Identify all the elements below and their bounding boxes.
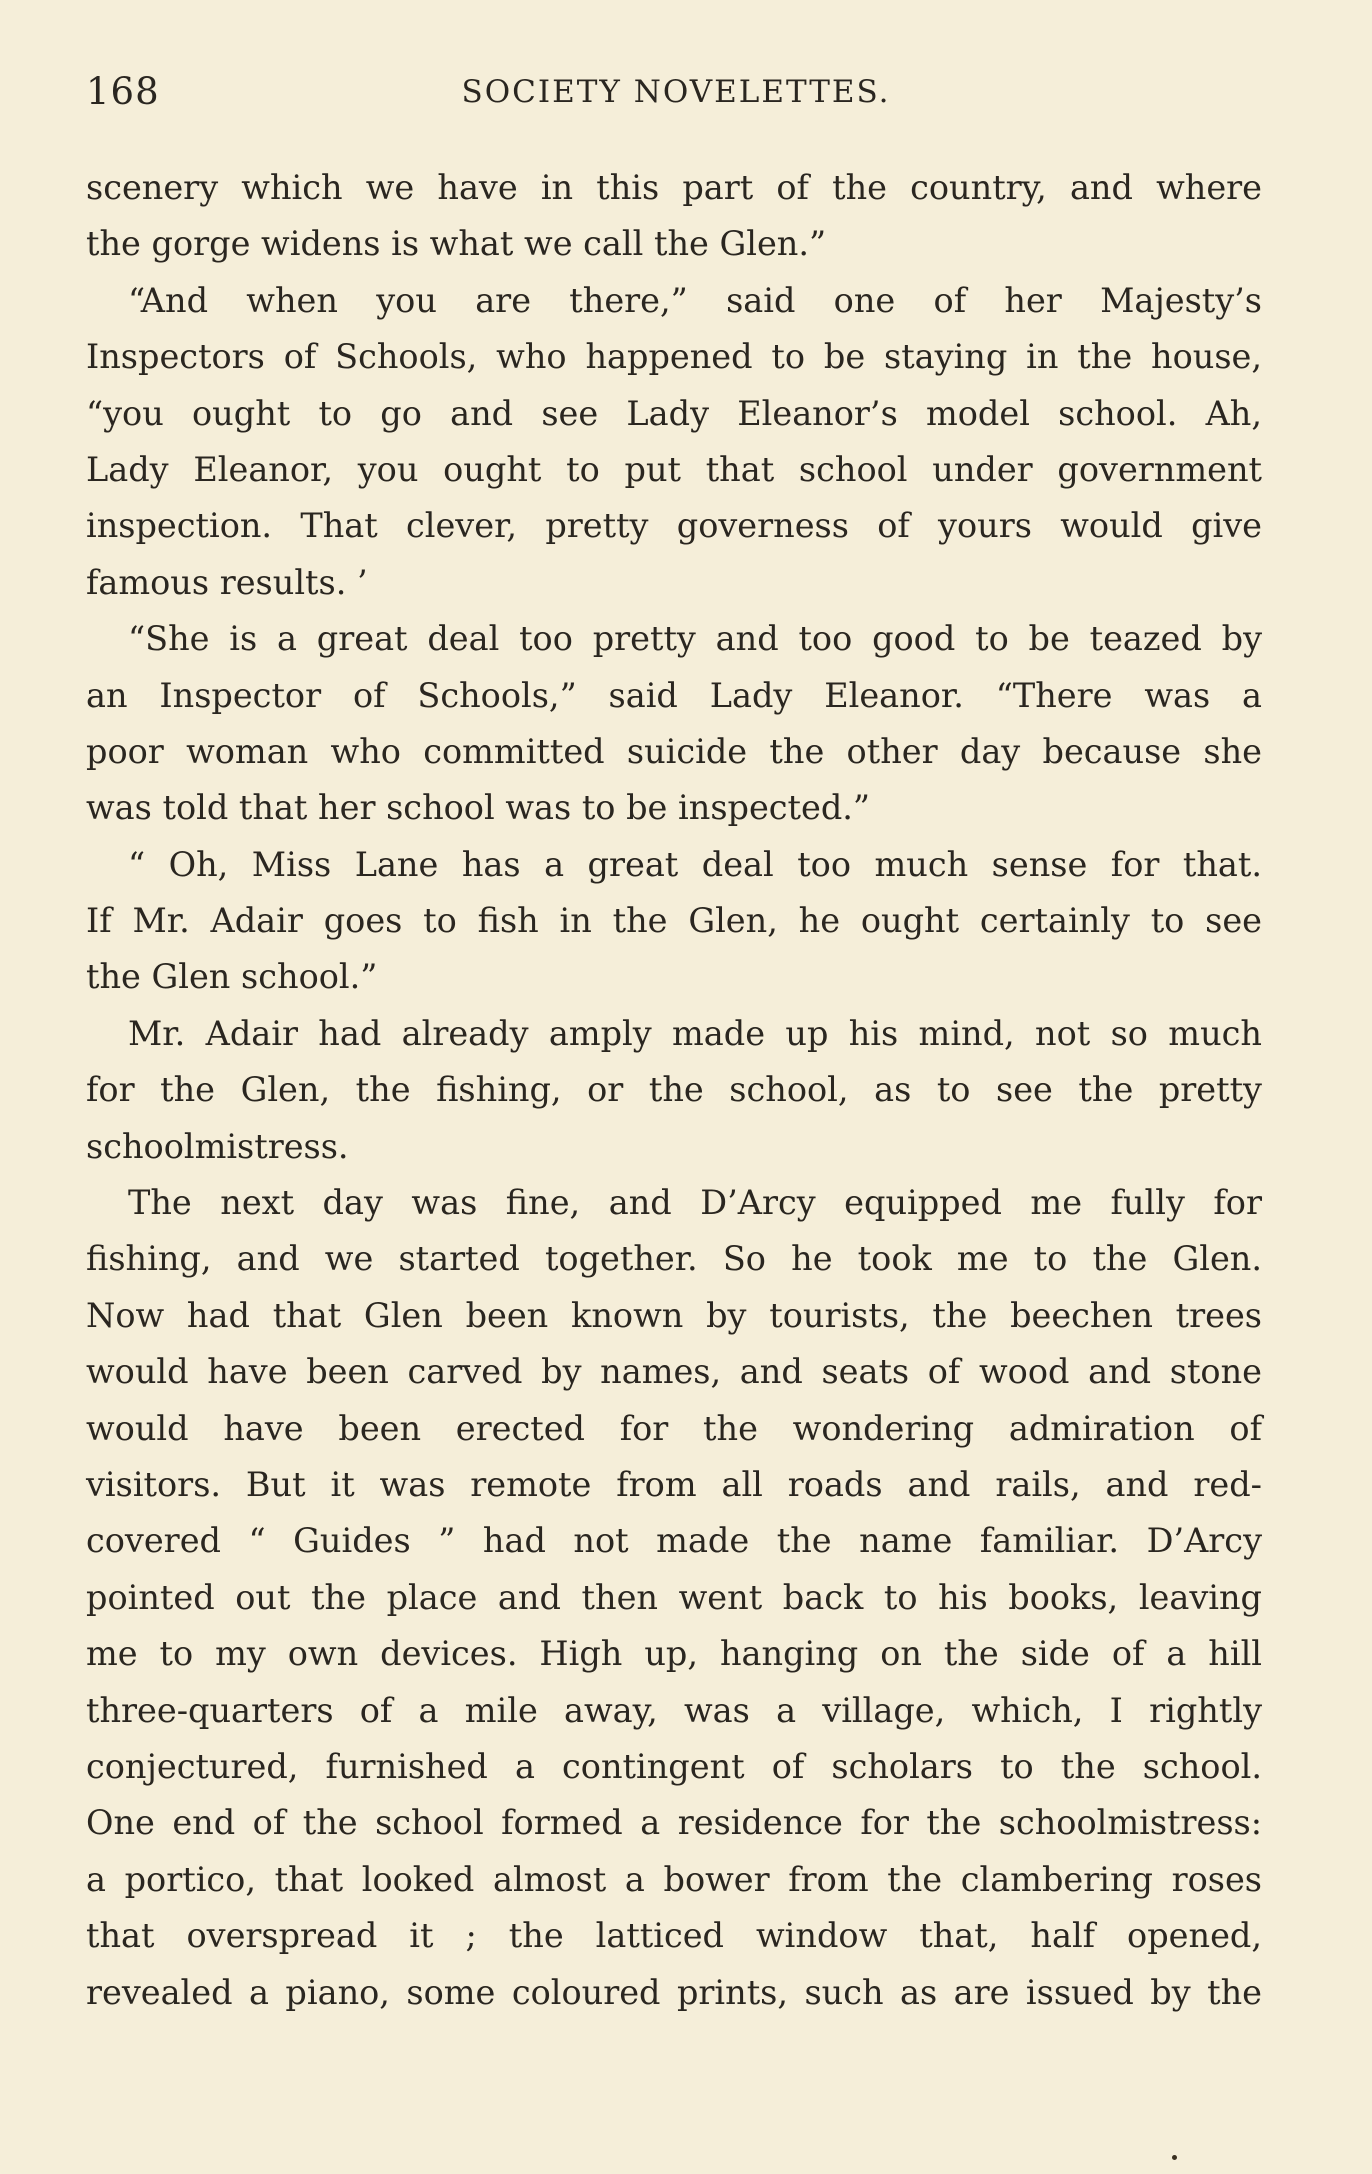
text-line: revealed a piano, some coloured prints, such as are issued by the bbox=[86, 1972, 1262, 2012]
text-line: “And when you are there,” said one of her Majesty’s bbox=[128, 280, 1262, 320]
text-line: would have been erected for the wondering admiration of bbox=[86, 1408, 1262, 1448]
text-line: that overspread it ; the latticed window that, half opened, bbox=[86, 1916, 1262, 1956]
text-line: the Glen school.” bbox=[86, 957, 378, 997]
text-line: Now had that Glen been known by tourists, the beechen trees bbox=[86, 1295, 1262, 1335]
text-line: visitors. But it was remote from all roads and rails, and red- bbox=[86, 1464, 1262, 1504]
text-line: covered “ Guides ” had not made the name familiar. D’Arcy bbox=[86, 1521, 1262, 1561]
text-line: Inspectors of Schools, who happened to be staying in the house, bbox=[86, 337, 1262, 377]
text-line: pointed out the place and then went back to his books, leaving bbox=[86, 1577, 1262, 1617]
text-line: Mr. Adair had already amply made up his mind, not so much bbox=[128, 1013, 1262, 1053]
text-line: Lady Eleanor, you ought to put that school under government bbox=[86, 449, 1262, 489]
text-line: “you ought to go and see Lady Eleanor’s model school. Ah, bbox=[86, 393, 1262, 433]
text-line: fishing, and we started together. So he took me to the Glen. bbox=[86, 1239, 1262, 1279]
text-line: would have been carved by names, and seats of wood and stone bbox=[86, 1352, 1262, 1392]
page-header bbox=[86, 70, 1266, 120]
text-line: me to my own devices. High up, hanging on the side of a hill bbox=[86, 1634, 1262, 1674]
text-line: for the Glen, the fishing, or the school, as to see the pretty bbox=[86, 1070, 1262, 1110]
text-line: famous results. ’ bbox=[86, 562, 368, 602]
text-line: One end of the school formed a residence for the schoolmistress: bbox=[86, 1803, 1262, 1843]
text-line: “She is a great deal too pretty and too good to be teazed by bbox=[128, 619, 1262, 659]
text-line: The next day was fine, and D’Arcy equipped me fully for bbox=[128, 1183, 1262, 1223]
text-line: scenery which we have in this part of the country, and where bbox=[86, 168, 1262, 207]
text-line: a portico, that looked almost a bower from the clambering roses bbox=[86, 1859, 1262, 1899]
text-line: poor woman who committed suicide the other day because she bbox=[86, 731, 1262, 771]
text-line: If Mr. Adair goes to fish in the Glen, he ought certainly to see bbox=[86, 901, 1262, 941]
text-line: conjectured, furnished a contingent of scholars to the school. bbox=[86, 1746, 1262, 1786]
text-line: inspection. That clever, pretty governess of yours would give bbox=[86, 506, 1262, 546]
text-line: “ Oh, Miss Lane has a great deal too much sense for that. bbox=[128, 844, 1262, 884]
page-number: 168 bbox=[86, 70, 160, 113]
running-title: SOCIETY NOVELETTES. bbox=[461, 74, 891, 110]
text-line: was told that her school was to be inspected.” bbox=[86, 788, 871, 828]
text-line: schoolmistress. bbox=[86, 1126, 349, 1166]
page-speck bbox=[1172, 2155, 1177, 2160]
text-line: three-quarters of a mile away, was a village, which, I rightly bbox=[86, 1690, 1262, 1730]
body-text bbox=[86, 160, 1262, 2021]
text-line: the gorge widens is what we call the Glen.” bbox=[86, 224, 827, 264]
text-line: an Inspector of Schools,” said Lady Eleanor. “There was a bbox=[86, 675, 1262, 715]
